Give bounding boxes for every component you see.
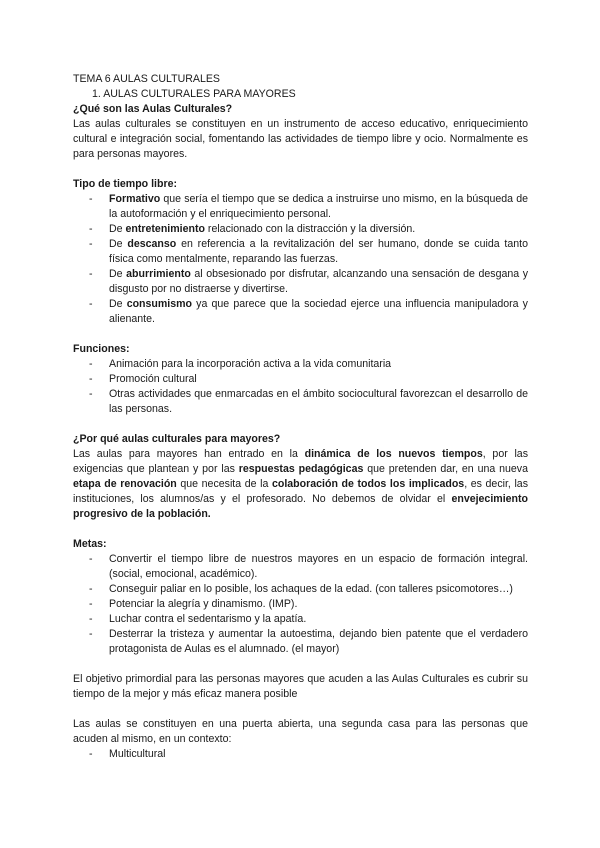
list-item [73, 222, 528, 237]
item-prefix: De [109, 298, 127, 310]
funciones-list [73, 357, 528, 417]
bold-term: etapa de renovación [73, 478, 177, 490]
text-run: que necesita de la [176, 478, 272, 490]
spacer [73, 327, 528, 342]
bold-term: respuestas pedagógicas [238, 463, 364, 475]
list-item: - Desterrar la tristeza y aumentar la autoestima, dejando bien patente que el verdadero protagonista de Aulas es el alumnado. (el mayor) [73, 627, 528, 657]
list-item: - Promoción cultural [73, 372, 528, 387]
item-text: que sería el tiempo que se dedica a instruirse uno mismo, en la búsqueda de la autoformación y el enriquecimiento personal. [109, 193, 528, 220]
bold-term: dinámica de los nuevos tiempos [304, 448, 483, 460]
item-prefix: De [109, 268, 127, 280]
list-item [73, 267, 528, 297]
list-item: - Conseguir paliar en lo posible, los achaques de la edad. (con talleres psicomotores…) [73, 582, 528, 597]
bold-term: consumismo [126, 298, 193, 310]
section-subtitle: 1. AULAS CULTURALES PARA MAYORES [92, 88, 296, 100]
item-prefix: De [109, 223, 126, 235]
list-item [73, 237, 528, 267]
spacer [73, 702, 528, 717]
list-item [73, 297, 528, 327]
item-prefix: De [109, 238, 128, 250]
spacer [73, 657, 528, 672]
metas-list [73, 552, 528, 657]
text-run: que pretenden dar, en una nueva [363, 463, 528, 475]
bold-term: envejecimiento progresivo de la población. [73, 493, 528, 520]
heading-metas: Metas: [73, 538, 107, 550]
text-run: , es decir, las instituciones, los alumnos/as y el profesorado. No debemos de olvidar el [73, 478, 529, 505]
spacer [73, 162, 528, 177]
question-what-are: ¿Qué son las Aulas Culturales? [73, 103, 233, 115]
item-text: al obsesionado por disfrutar, alcanzando una sensación de desgana y disgusto por no distraerse y divertirse. [109, 268, 528, 295]
list-item: - Multicultural [73, 747, 528, 762]
heading-funciones: Funciones: [73, 343, 130, 355]
bold-term: Formativo [109, 193, 161, 205]
list-item: - Potenciar la alegría y dinamismo. (IMP). [73, 597, 528, 612]
list-item: - Animación para la incorporación activa a la vida comunitaria [73, 357, 528, 372]
text-run: Las aulas para mayores han entrado en la [73, 448, 305, 460]
list-item: - Convertir el tiempo libre de nuestros mayores en un espacio de formación integral. (social, emocional, académico). [73, 552, 528, 582]
contexto-list [73, 747, 528, 762]
objective-paragraph: El objetivo primordial para las personas mayores que acuden a las Aulas Culturales es cubrir su tiempo de la mejor y más eficaz manera posible [73, 673, 528, 700]
item-text: relacionado con la distracción y la diversión. [204, 223, 416, 235]
tipo-list [73, 192, 528, 327]
list-item [73, 192, 528, 222]
text-run: , por las exigencias que plantean y por las [73, 448, 528, 475]
bold-term: descanso [127, 238, 177, 250]
spacer [73, 417, 528, 432]
document-page [73, 72, 528, 762]
why-paragraph [73, 447, 528, 522]
bold-term: colaboración de todos los implicados [271, 478, 465, 490]
list-item: - Luchar contra el sedentarismo y la apatía. [73, 612, 528, 627]
item-text: ya que parece que la sociedad ejerce una influencia manipuladora y alienante. [109, 298, 528, 325]
item-text: en referencia a la revitalización del ser humano, donde se cuida tanto física como mentalmente, reparando las fuerzas. [109, 238, 528, 265]
spacer [73, 522, 528, 537]
list-item: - Otras actividades que enmarcadas en el ámbito sociocultural favorezcan el desarrollo de las personas. [73, 387, 528, 417]
heading-tipo-tiempo-libre: Tipo de tiempo libre: [73, 178, 177, 190]
bold-term: entretenimiento [125, 223, 205, 235]
document-title: TEMA 6 AULAS CULTURALES [73, 73, 220, 85]
bold-term: aburrimiento [126, 268, 191, 280]
intro-paragraph: Las aulas culturales se constituyen en un instrumento de acceso educativo, enriquecimiento cultural e integración social, fomentando las actividades de tiempo libre y ocio. Normalmente es para personas mayores. [73, 118, 528, 160]
question-why: ¿Por qué aulas culturales para mayores? [73, 433, 281, 445]
context-paragraph: Las aulas se constituyen en una puerta abierta, una segunda casa para las personas que acuden al mismo, en un contexto: [73, 718, 528, 745]
